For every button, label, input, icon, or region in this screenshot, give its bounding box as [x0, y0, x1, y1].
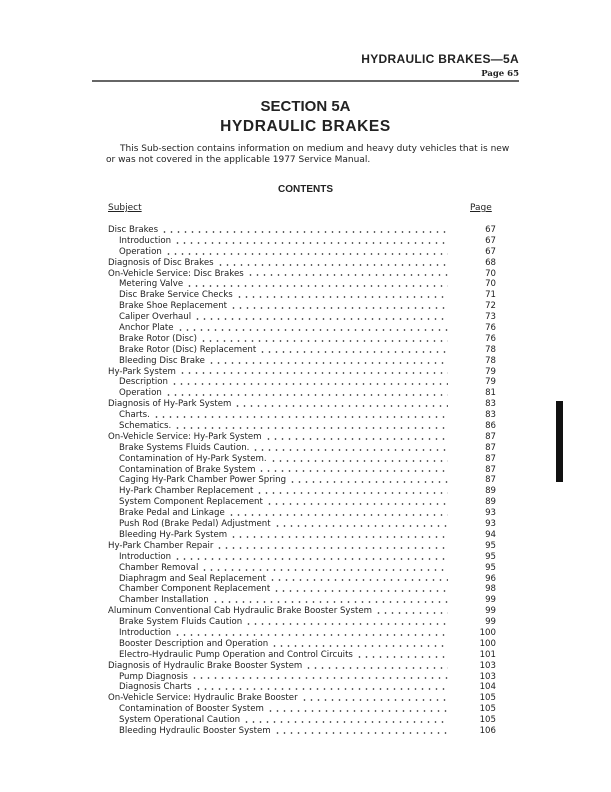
toc-entry	[108, 323, 496, 334]
toc-entry	[108, 715, 496, 726]
toc-entry-page: 78	[485, 355, 496, 366]
contents-heading: CONTENTS	[278, 184, 333, 195]
toc-entry-page: 68	[485, 257, 496, 268]
leader-dots	[200, 340, 448, 342]
toc-entry-title: Aluminum Conventional Cab Hydraulic Brake Booster System	[108, 606, 373, 617]
toc-entry	[108, 247, 496, 258]
leader-dots	[230, 536, 448, 538]
toc-entry-title: Brake Rotor (Disc)	[119, 333, 198, 344]
toc-entry	[108, 486, 496, 497]
toc-entry	[108, 301, 496, 312]
toc-entry-title: Hy-Park Chamber Replacement	[119, 486, 254, 497]
toc-entry-title: Chamber Component Replacement	[119, 584, 271, 595]
toc-entry-title: Hy-Park System	[108, 366, 176, 377]
toc-entry	[108, 443, 496, 454]
toc-entry-page: 95	[485, 551, 496, 562]
toc-entry	[108, 225, 496, 236]
toc-entry-page: 87	[485, 442, 496, 453]
leader-dots	[267, 710, 448, 712]
page-column-header: Page	[470, 203, 492, 213]
toc-entry	[108, 508, 496, 519]
toc-entry	[108, 290, 496, 301]
subject-column-header: Subject	[108, 203, 142, 213]
leader-dots	[247, 274, 448, 276]
leader-dots	[269, 579, 448, 581]
toc-entry-title: Operation	[119, 246, 162, 257]
leader-dots	[212, 601, 448, 603]
toc-entry-title: On-Vehicle Service: Hy-Park System	[108, 431, 262, 442]
toc-entry-page: 98	[485, 584, 496, 595]
leader-dots	[375, 612, 448, 614]
toc-entry	[108, 584, 496, 595]
toc-entry-page: 67	[485, 225, 496, 235]
toc-entry	[108, 258, 496, 269]
toc-entry-page: 87	[485, 431, 496, 442]
toc-entry-page: 93	[485, 508, 496, 519]
toc-entry-title: Operation	[119, 388, 162, 399]
toc-entry-title: Contamination of Hy-Park System.	[119, 453, 267, 464]
toc-entry-page: 99	[485, 606, 496, 617]
toc-entry	[108, 541, 496, 552]
toc-entry-page: 96	[485, 573, 496, 584]
toc-entry	[108, 661, 496, 672]
leader-dots	[194, 318, 448, 320]
leader-dots	[273, 590, 448, 592]
toc-entry-page: 99	[485, 617, 496, 628]
toc-entry-title: Schematics.	[119, 421, 172, 432]
toc-entry-page: 95	[485, 540, 496, 551]
toc-entry	[108, 269, 496, 280]
toc-entry	[108, 617, 496, 628]
leader-dots	[245, 623, 448, 625]
toc-entry-page: 78	[485, 344, 496, 355]
toc-entry-page: 72	[485, 301, 496, 312]
leader-dots	[191, 677, 448, 679]
toc-entry-page: 105	[479, 704, 496, 715]
toc-entry	[108, 345, 496, 356]
toc-entry	[108, 704, 496, 715]
leader-dots	[258, 470, 448, 472]
leader-dots	[266, 503, 448, 505]
leader-dots	[208, 362, 448, 364]
leader-dots	[274, 732, 448, 734]
revision-bar	[556, 401, 563, 482]
leader-dots	[243, 721, 448, 723]
toc-entry-page: 76	[485, 333, 496, 344]
toc-entry-page: 100	[479, 638, 496, 649]
toc-entry-title: Brake Rotor (Disc) Replacement	[119, 344, 257, 355]
intro-paragraph: This Sub-section contains information on medium and heavy duty vehicles that is new or was not covered in the applicable 1977 Service Manual.	[106, 144, 510, 165]
leader-dots	[174, 427, 448, 429]
toc-entry-page: 67	[485, 235, 496, 246]
toc-entry	[108, 432, 496, 443]
header-rule	[92, 80, 519, 82]
toc-entry-title: Disc Brake Service Checks	[119, 290, 233, 301]
leader-dots	[236, 296, 448, 298]
leader-dots	[234, 405, 448, 407]
leader-dots	[228, 514, 448, 516]
leader-dots	[271, 645, 448, 647]
toc-entry	[108, 682, 496, 693]
leader-dots	[174, 634, 448, 636]
toc-entry	[108, 606, 496, 617]
leader-dots	[153, 416, 448, 418]
toc-entry	[108, 519, 496, 530]
leader-dots	[265, 438, 448, 440]
toc-entry-page: 79	[485, 366, 496, 377]
leader-dots	[230, 307, 448, 309]
section-number: SECTION 5A	[260, 98, 351, 115]
toc-entry	[108, 236, 496, 247]
leader-dots	[171, 383, 448, 385]
leader-dots	[165, 394, 448, 396]
toc-entry-page: 101	[479, 649, 496, 660]
toc-entry	[108, 377, 496, 388]
page-number: Page 65	[481, 69, 519, 79]
toc-entry	[108, 367, 496, 378]
toc-entry-title: Booster Description and Operation	[119, 638, 269, 649]
toc-entry-title: Charts.	[119, 410, 150, 421]
toc-entry-title: Contamination of Booster System	[119, 704, 264, 715]
leader-dots	[179, 372, 448, 374]
toc-entry-title: Bleeding Hy-Park System	[119, 529, 228, 540]
toc-entry-page: 70	[485, 268, 496, 279]
toc-entry-page: 103	[479, 671, 496, 682]
toc-entry-title: Description	[119, 377, 168, 388]
toc-entry-title: Electro-Hydraulic Pump Operation and Control Circuits	[119, 649, 353, 660]
toc-entry-page: 105	[479, 715, 496, 726]
toc-entry-title: Chamber Installation	[119, 595, 209, 606]
toc-entry-page: 94	[485, 529, 496, 540]
leader-dots	[174, 558, 448, 560]
toc-entry	[108, 672, 496, 683]
toc-entry	[108, 454, 496, 465]
toc-entry-title: Introduction	[119, 235, 172, 246]
toc-entry-page: 89	[485, 486, 496, 497]
toc-entry-title: Hy-Park Chamber Repair	[108, 540, 214, 551]
running-header: HYDRAULIC BRAKES—5A	[361, 52, 519, 66]
toc-entry-title: Push Rod (Brake Pedal) Adjustment	[119, 519, 271, 530]
toc-entry-page: 79	[485, 377, 496, 388]
leader-dots	[174, 242, 448, 244]
toc-entry-page: 87	[485, 453, 496, 464]
toc-entry	[108, 475, 496, 486]
toc-entry	[108, 410, 496, 421]
toc-entry	[108, 497, 496, 508]
leader-dots	[195, 688, 448, 690]
toc-entry-title: Brake Shoe Replacement	[119, 301, 228, 312]
toc-entry	[108, 279, 496, 290]
toc-entry-title: Diagnosis of Hydraulic Brake Booster System	[108, 660, 303, 671]
leader-dots	[165, 253, 448, 255]
toc-entry-title: System Operational Caution	[119, 715, 241, 726]
toc-entry-title: Diagnosis of Disc Brakes	[108, 257, 214, 268]
toc-entry-title: Diagnosis Charts	[119, 682, 192, 693]
toc-entry-page: 87	[485, 464, 496, 475]
toc-entry-title: Metering Valve	[119, 279, 184, 290]
leader-dots	[305, 667, 448, 669]
toc-entry-page: 86	[485, 421, 496, 432]
table-of-contents	[108, 225, 496, 737]
toc-entry-title: Disc Brakes	[108, 225, 159, 235]
toc-entry-page: 73	[485, 312, 496, 323]
leader-dots	[216, 547, 448, 549]
toc-entry-title: Bleeding Hydraulic Booster System	[119, 725, 271, 736]
toc-entry-page: 71	[485, 290, 496, 301]
toc-entry	[108, 312, 496, 323]
toc-entry	[108, 563, 496, 574]
toc-entry	[108, 639, 496, 650]
toc-entry	[108, 574, 496, 585]
toc-entry-page: 106	[479, 725, 496, 736]
toc-entry	[108, 650, 496, 661]
toc-entry	[108, 334, 496, 345]
toc-entry-page: 93	[485, 519, 496, 530]
leader-dots	[356, 656, 448, 658]
toc-entry-title: Chamber Removal	[119, 562, 199, 573]
leader-dots	[201, 569, 448, 571]
toc-entry-page: 81	[485, 388, 496, 399]
toc-entry	[108, 595, 496, 606]
toc-entry-title: Caging Hy-Park Chamber Power Spring	[119, 475, 287, 486]
leader-dots	[274, 525, 448, 527]
leader-dots	[186, 285, 448, 287]
toc-entry-page: 105	[479, 693, 496, 704]
toc-entry-page: 89	[485, 497, 496, 508]
leader-dots	[217, 264, 448, 266]
toc-entry-title: Introduction	[119, 627, 172, 638]
toc-entry-page: 99	[485, 595, 496, 606]
section-title: HYDRAULIC BRAKES	[220, 118, 391, 135]
leader-dots	[289, 481, 448, 483]
toc-entry-page: 83	[485, 399, 496, 410]
toc-entry	[108, 530, 496, 541]
toc-entry-title: Diaphragm and Seal Replacement	[119, 573, 267, 584]
leader-dots	[177, 329, 448, 331]
toc-entry	[108, 465, 496, 476]
toc-entry-page: 95	[485, 562, 496, 573]
toc-entry	[108, 726, 496, 737]
toc-entry	[108, 421, 496, 432]
toc-entry-page: 83	[485, 410, 496, 421]
toc-entry	[108, 388, 496, 399]
leader-dots	[256, 492, 448, 494]
toc-entry-page: 76	[485, 323, 496, 334]
toc-entry	[108, 356, 496, 367]
leader-dots	[259, 351, 448, 353]
toc-entry-title: Brake System Fluids Caution	[119, 617, 243, 628]
toc-entry	[108, 628, 496, 639]
toc-entry-page: 67	[485, 246, 496, 257]
toc-entry-page: 100	[479, 627, 496, 638]
leader-dots	[301, 699, 448, 701]
toc-entry-page: 103	[479, 660, 496, 671]
leader-dots	[252, 449, 448, 451]
toc-entry-title: Pump Diagnosis	[119, 671, 188, 682]
toc-entry	[108, 693, 496, 704]
toc-entry-title: Brake Systems Fluids Caution.	[119, 442, 250, 453]
toc-entry-title: Brake Pedal and Linkage	[119, 508, 225, 519]
leader-dots	[270, 460, 448, 462]
toc-entry-title: On-Vehicle Service: Hydraulic Brake Booster	[108, 693, 298, 704]
toc-entry-title: Caliper Overhaul	[119, 312, 192, 323]
toc-entry-title: Contamination of Brake System	[119, 464, 256, 475]
leader-dots	[161, 231, 448, 233]
toc-entry-title: System Component Replacement	[119, 497, 263, 508]
toc-entry-title: Bleeding Disc Brake	[119, 355, 205, 366]
toc-entry-title: Introduction	[119, 551, 172, 562]
toc-entry-title: On-Vehicle Service: Disc Brakes	[108, 268, 244, 279]
toc-entry	[108, 552, 496, 563]
toc-entry-title: Anchor Plate	[119, 323, 174, 334]
toc-entry-page: 104	[479, 682, 496, 693]
toc-entry-page: 87	[485, 475, 496, 486]
toc-entry-page: 70	[485, 279, 496, 290]
toc-entry-title: Diagnosis of Hy-Park System	[108, 399, 232, 410]
toc-entry	[108, 399, 496, 410]
